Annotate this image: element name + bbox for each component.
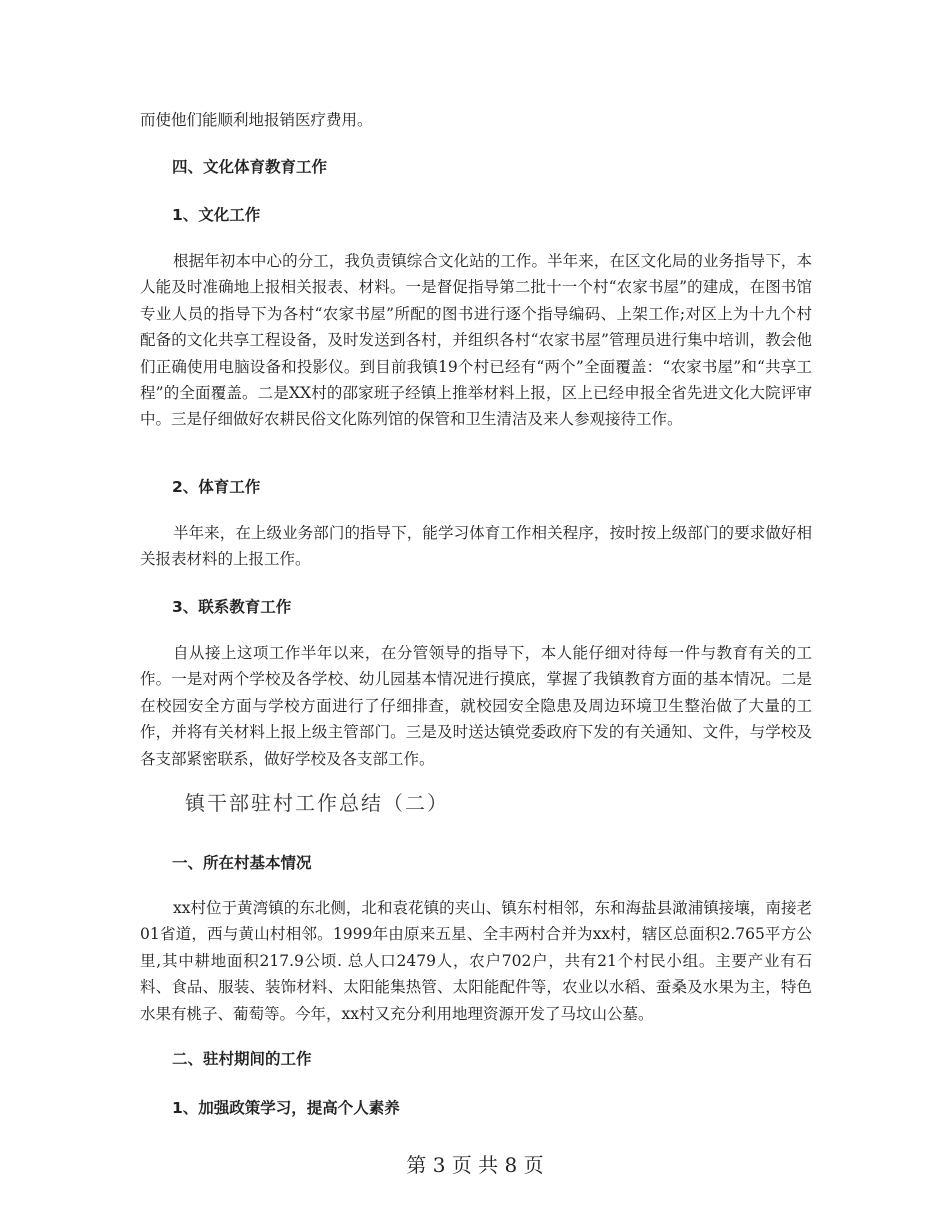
heading-culture-work: 1、文化工作 [172,206,261,224]
heading-sports-work: 2、体育工作 [172,478,261,496]
paragraph-education-work: 自从接上这项工作半年以来，在分管领导的指导下，本人能仔细对待每一件与教育有关的工作。一是对两个学校及各学校、幼儿园基本情况进行摸底，掌握了我镇教育方面的基本情况。二是在校园安全方面与学校方面进行了仔细排查，就校园安全隐患及周边环境卫生整治做了大量的工作，并将有关材料上报上级主管部门。三是及时送达镇党委政府下发的有关通知、文件，与学校及各支部紧密联系，做好学校及各支部工作。 [140,644,812,768]
heading-education-work: 3、联系教育工作 [172,598,292,616]
document-title-2: 镇干部驻村工作总结（二） [185,791,449,815]
paragraph-continued: 而使他们能顺利地报销医疗费用。 [140,111,373,129]
heading-section-4: 四、文化体育教育工作 [172,158,328,176]
heading-village-basics: 一、所在村基本情况 [172,854,312,872]
paragraph-sports-work: 半年来，在上级业务部门的指导下，能学习体育工作相关程序，按时按上级部门的要求做好相关报表材料的上报工作。 [140,524,812,569]
heading-policy-study: 1、加强政策学习，提高个人素养 [172,1099,400,1117]
paragraph-village-basics: xx村位于黄湾镇的东北侧，北和袁花镇的夹山、镇东村相邻，东和海盐县澉浦镇接壤，南接老01省道，西与黄山村相邻。1999年由原来五星、全丰两村合并为xx村，辖区总面积2.765平方公里,其中耕地面积217.9公顷. 总人口2479人，农户702户，共有21个村民小组。主要产业有石料、食品、服装、装饰材料、太阳能集热管、太阳能配件等，农业以水稻、蚕桑及水果为主，特色水果有桃子、葡萄等。今年，xx村又充分利用地理资源开发了马坟山公墓。 [140,899,812,1023]
page-footer: 第 3 页 共 8 页 [406,1153,544,1177]
paragraph-culture-work: 根据年初本中心的分工，我负责镇综合文化站的工作。半年来，在区文化局的业务指导下，本人能及时准确地上报相关报表、材料。一是督促指导第二批十一个村“农家书屋”的建成，在图书馆专业人员的指导下为各村“农家书屋”所配的图书进行逐个指导编码、上架工作;对区上为十九个村配备的文化共享工程设备，及时发送到各村，并组织各村“农家书屋”管理员进行集中培训，教会他们正确使用电脑设备和投影仪。到目前我镇19个村已经有“两个”全面覆盖：“农家书屋”和“共享工程”的全面覆盖。二是XX村的邵家班子经镇上推举材料上报，区上已经申报全省先进文化大院评审中。三是仔细做好农耕民俗文化陈列馆的保管和卫生清洁及来人参观接待工作。 [140,252,812,429]
heading-village-work: 二、驻村期间的工作 [172,1050,312,1068]
